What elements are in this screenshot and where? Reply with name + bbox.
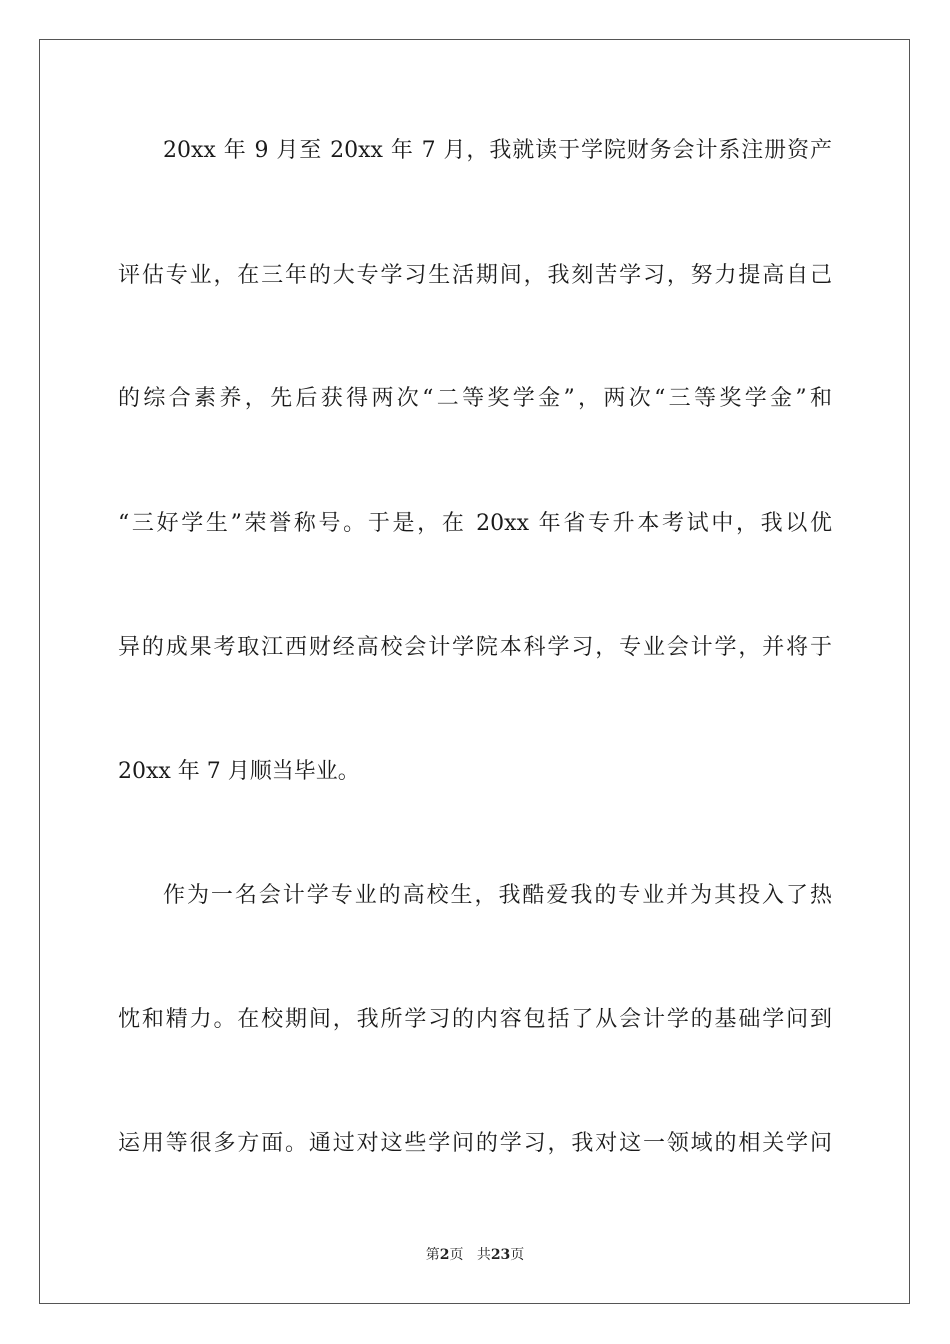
paragraph-1-line-1: 20xx 年 9 月至 20xx 年 7 月，我就读于学院财务会计系注册资产 [163, 138, 832, 163]
page-number: 2 [439, 1247, 450, 1263]
paragraph-1-line-5: 异的成果考取江西财经高校会计学院本科学习，专业会计学，并将于 [118, 635, 832, 660]
paragraph-1-line-2: 评估专业，在三年的大专学习生活期间，我刻苦学习，努力提高自己 [118, 263, 832, 288]
total-suffix: 页 [510, 1247, 525, 1263]
paragraph-2-line-3: 运用等很多方面。通过对这些学问的学习，我对这一领域的相关学问 [118, 1131, 832, 1156]
page-prefix: 第 [425, 1247, 440, 1263]
paragraph-1-line-6: 20xx 年 7 月顺当毕业。 [118, 759, 360, 784]
paragraph-1-line-3: 的综合素养，先后获得两次“二等奖学金”，两次“三等奖学金”和 [118, 386, 832, 411]
total-pages: 23 [490, 1247, 511, 1263]
page-border [39, 39, 910, 1304]
page-footer [0, 1246, 950, 1264]
page-suffix: 页 [449, 1247, 464, 1263]
paragraph-1-line-4: “三好学生”荣誉称号。于是，在 20xx 年省专升本考试中，我以优 [118, 511, 832, 536]
total-prefix: 共 [476, 1247, 491, 1263]
paragraph-2-line-1: 作为一名会计学专业的高校生，我酷爱我的专业并为其投入了热 [163, 883, 832, 908]
paragraph-2-line-2: 忱和精力。在校期间，我所学习的内容包括了从会计学的基础学问到 [118, 1007, 832, 1032]
